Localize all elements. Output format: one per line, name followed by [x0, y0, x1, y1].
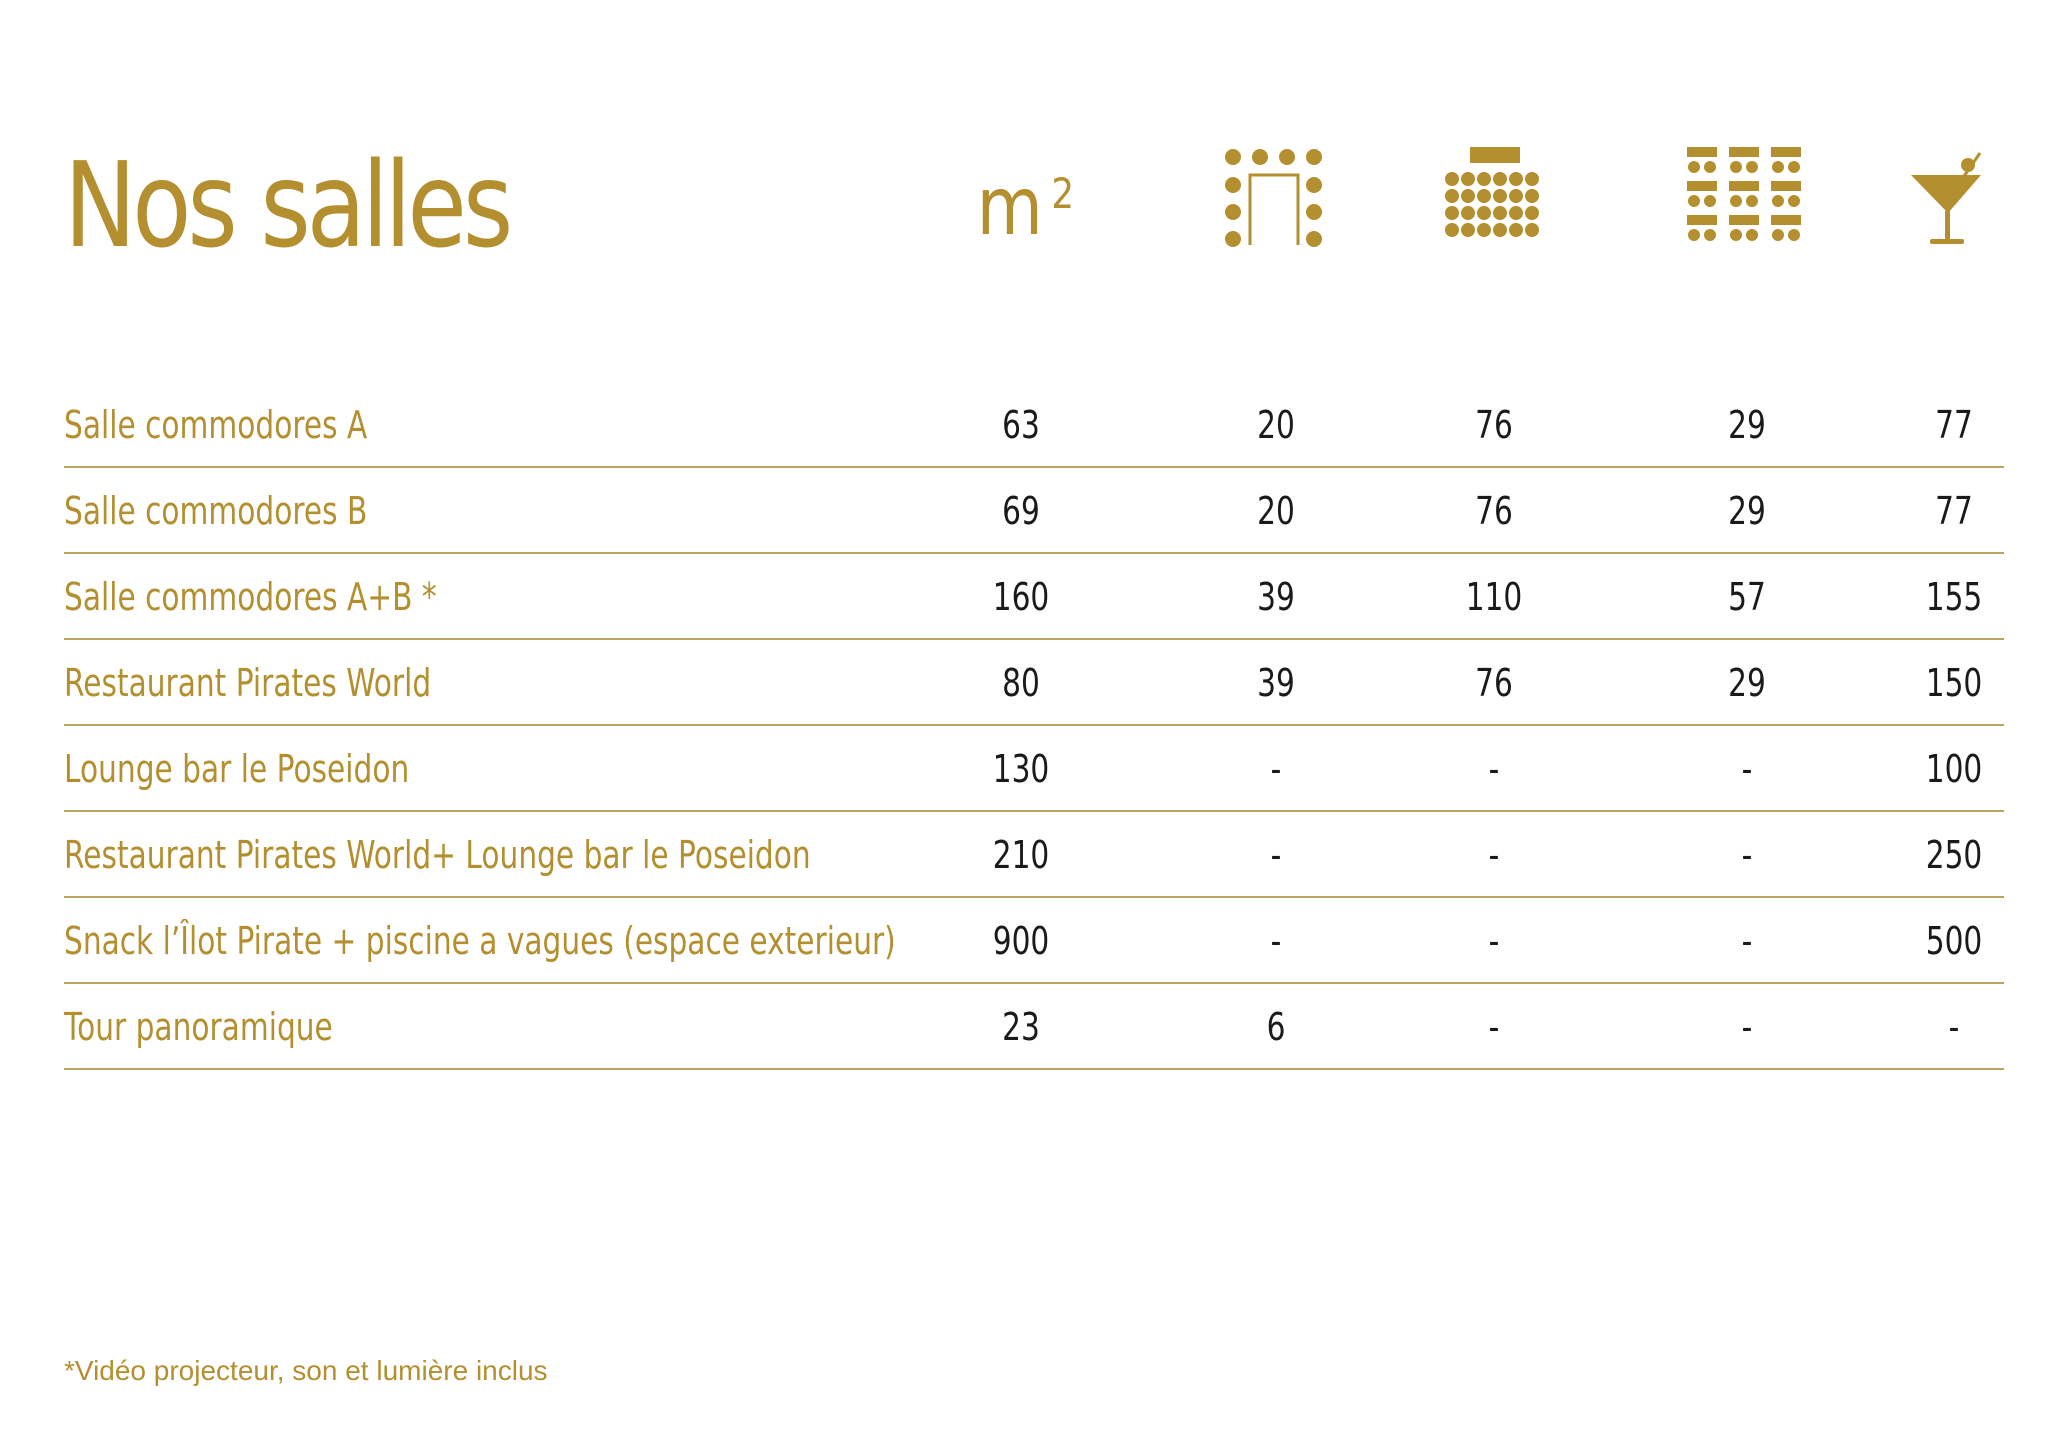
capacity-cell: - — [1270, 919, 1282, 963]
area-unit-label — [976, 154, 1074, 253]
capacity-cell: - — [1741, 747, 1753, 791]
table-row — [64, 554, 2004, 640]
table-row — [64, 382, 2004, 468]
room-name: Salle commodores B — [64, 489, 368, 533]
capacity-cell: 210 — [992, 833, 1050, 877]
capacity-cell: 29 — [1728, 661, 1766, 705]
room-name: Salle commodores A — [64, 403, 368, 447]
table-row — [64, 898, 2004, 984]
capacity-cell: 160 — [992, 575, 1050, 619]
table-row — [64, 726, 2004, 812]
row-divider — [64, 1068, 2004, 1070]
capacity-cell: 100 — [1925, 747, 1983, 791]
u-shape-column-header — [1195, 135, 1355, 265]
footnote: *Vidéo projecteur, son et lumière inclus — [64, 1355, 548, 1386]
capacity-cell: 76 — [1475, 661, 1513, 705]
capacity-cell: 20 — [1257, 489, 1295, 533]
capacity-cell: - — [1948, 1005, 1960, 1049]
area-column-header — [945, 135, 1105, 265]
table-row — [64, 468, 2004, 554]
capacity-cell: - — [1488, 833, 1500, 877]
capacity-cell: 900 — [992, 919, 1050, 963]
capacity-cell: 130 — [992, 747, 1050, 791]
capacity-cell: - — [1488, 919, 1500, 963]
table-row — [64, 812, 2004, 898]
capacity-cell: 39 — [1257, 575, 1295, 619]
capacity-cell: 500 — [1925, 919, 1983, 963]
capacity-cell: 76 — [1475, 489, 1513, 533]
capacity-cell: 250 — [1925, 833, 1983, 877]
capacity-cell: - — [1741, 833, 1753, 877]
cocktail-column-header — [1871, 135, 2031, 265]
capacity-cell: - — [1270, 833, 1282, 877]
capacity-cell: 150 — [1925, 661, 1983, 705]
room-name: Snack l’Îlot Pirate + piscine a vagues (espace exterieur) — [64, 919, 896, 963]
theatre-column-header — [1415, 135, 1575, 265]
page-title: Nos salles — [64, 136, 510, 274]
capacity-cell: 155 — [1925, 575, 1983, 619]
capacity-cell: - — [1741, 919, 1753, 963]
room-name: Tour panoramique — [64, 1005, 333, 1049]
capacity-cell: 80 — [1002, 661, 1040, 705]
capacity-cell: 76 — [1475, 403, 1513, 447]
capacity-cell: 6 — [1266, 1005, 1286, 1049]
capacity-cell: 20 — [1257, 403, 1295, 447]
u-shape-layout-icon — [1220, 145, 1330, 255]
room-name: Salle commodores A+B * — [64, 575, 437, 619]
capacity-cell: - — [1488, 747, 1500, 791]
cocktail-glass-icon — [1906, 145, 1996, 255]
capacity-cell: 69 — [1002, 489, 1040, 533]
capacity-cell: 77 — [1935, 403, 1973, 447]
capacity-cell: 57 — [1728, 575, 1766, 619]
capacity-cell: 77 — [1935, 489, 1973, 533]
room-name: Restaurant Pirates World — [64, 661, 432, 705]
capacity-cell: 23 — [1002, 1005, 1040, 1049]
area-unit-exponent: 2 — [1051, 168, 1074, 218]
capacity-cell: 63 — [1002, 403, 1040, 447]
capacity-cell: - — [1488, 1005, 1500, 1049]
capacity-cell: - — [1741, 1005, 1753, 1049]
capacity-cell: 29 — [1728, 489, 1766, 533]
room-name: Lounge bar le Poseidon — [64, 747, 410, 791]
area-unit-text: m — [976, 159, 1043, 253]
capacity-cell: 29 — [1728, 403, 1766, 447]
classroom-column-header — [1665, 135, 1825, 265]
room-name: Restaurant Pirates World+ Lounge bar le Poseidon — [64, 833, 811, 877]
theatre-layout-icon — [1440, 145, 1550, 255]
table-row — [64, 984, 2004, 1070]
classroom-layout-icon — [1685, 145, 1805, 255]
capacity-cell: - — [1270, 747, 1282, 791]
capacity-cell: 39 — [1257, 661, 1295, 705]
capacity-cell: 110 — [1465, 575, 1523, 619]
table-row — [64, 640, 2004, 726]
